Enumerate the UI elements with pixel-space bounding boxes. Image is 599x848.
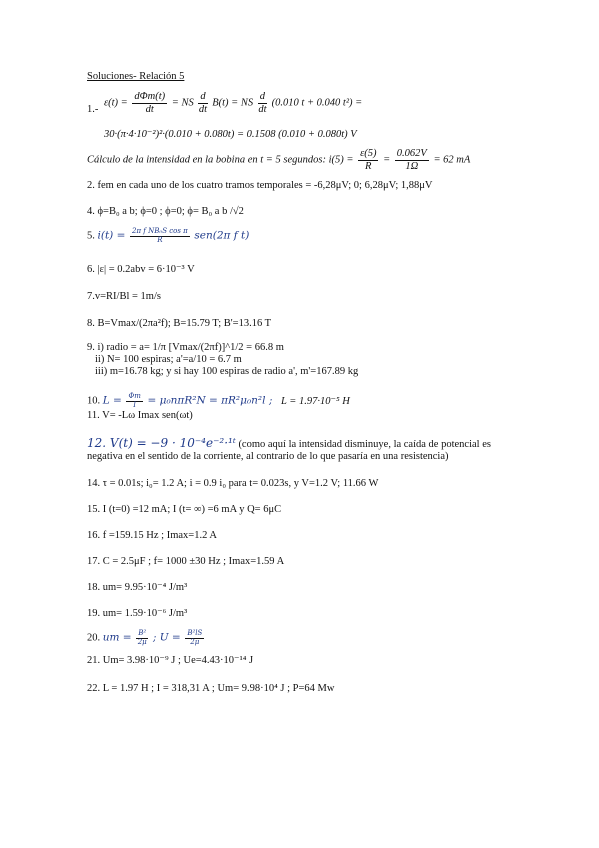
s5-frac <box>130 228 190 244</box>
s10-lhs: L = <box>102 394 122 407</box>
s5-rhs: sen(2π f t) <box>194 229 250 242</box>
s1-frac-a <box>132 91 167 115</box>
s1-eq-a: ε(t) = <box>104 97 128 109</box>
solution-17: 17. C = 2.5μF ; f= 1000 ±30 Hz ; Imax=1.59 A <box>87 556 285 567</box>
s20-frac-2 <box>185 630 204 646</box>
s1-frac-b <box>198 91 207 115</box>
s5-num: 5. <box>87 230 95 242</box>
s1-frac-a-den: dt <box>145 103 154 115</box>
s20-frac-1-den: 2μ <box>137 637 147 646</box>
solution-7: 7.v=RI/Bl = 1m/s <box>87 291 161 302</box>
solution-20 <box>87 630 206 646</box>
s1-frac-b-num: d <box>200 91 206 102</box>
solution-4: 4. ϕ=B₀ a b; ϕ=0 ; ϕ=0; ϕ= B₀ a b /√2 <box>87 206 244 217</box>
s10-frac-num: Φm <box>128 392 141 400</box>
solution-14: 14. τ = 0.01s; i₀= 1.2 A; i = 0.9 i₀ para t= 0.023s, y V=1.2 V; 11.66 W <box>87 478 379 489</box>
s1-line3-i: i(5) = <box>328 154 354 166</box>
s12-equation: 12. V(t) = −9 · 10⁻⁴e⁻²·¹ᵗ <box>87 436 236 450</box>
s1-frac-c-den: dt <box>258 103 267 115</box>
solution-12-line-2: negativa en el sentido de la corriente, al contrario de lo que pasaría en una resistencia) <box>87 451 449 462</box>
solution-11: 11. V= -Lω Imax sen(ωt) <box>87 410 193 421</box>
s1-line3-text: Cálculo de la intensidad en la bobina en t = 5 segundos: <box>87 154 326 166</box>
solution-18: 18. um= 9.95·10⁻⁴ J/m³ <box>87 582 188 593</box>
s10-result: L = 1.97·10⁻⁵ H <box>281 395 350 407</box>
page-title: Soluciones- Relación 5 <box>87 71 185 82</box>
solution-21: 21. Um= 3.98·10⁻⁹ J ; Ue=4.43·10⁻¹⁴ J <box>87 655 254 666</box>
solution-8: 8. B=Vmax/(2πa²f); B=15.79 T; B'=13.16 T <box>87 318 272 329</box>
s20-frac-2-den: 2μ <box>190 637 200 646</box>
solution-1-equation <box>104 91 362 115</box>
solution-9-line-3: iii) m=16.78 kg; y si hay 100 espiras de radio a', m'=167.89 kg <box>95 366 359 377</box>
s1-frac-c <box>258 91 267 115</box>
solution-12-line-1 <box>87 437 491 451</box>
solution-1-label: 1.- <box>87 104 99 115</box>
solution-9-line-1: 9. i) radio = a= 1/π [Vmax/(2πf)]^1/2 = 66.8 m <box>87 342 284 353</box>
s1-line3-f2-den: 1Ω <box>405 160 419 172</box>
solution-9-line-2: ii) N= 100 espiras; a'=a/10 = 6.7 m <box>95 354 242 365</box>
s10-rhs: = μ₀nπR²N = πR²μ₀n²l ; <box>147 394 273 407</box>
solution-5 <box>87 228 249 244</box>
s1-frac-b-den: dt <box>198 103 208 115</box>
s10-num: 10. <box>87 395 101 407</box>
solution-6: 6. |ε| = 0.2abv = 6·10⁻³ V <box>87 264 195 275</box>
s5-lhs: i(t) = <box>97 229 126 242</box>
s20-frac-1-num: B² <box>138 629 147 637</box>
s1-eq-c: B(t) = NS <box>212 97 254 109</box>
s1-line3-frac1 <box>358 148 378 172</box>
solution-19: 19. um= 1.59·10⁻⁶ J/m³ <box>87 608 188 619</box>
s10-frac <box>126 393 142 409</box>
solution-16: 16. f =159.15 Hz ; Imax=1.2 A <box>87 530 217 541</box>
s1-eq-b: = NS <box>171 97 194 109</box>
s1-line3-f2-num: 0.062V <box>396 148 427 159</box>
solution-1-line-3 <box>87 148 470 172</box>
s1-eq-d: (0.010 t + 0.040 t²) = <box>271 97 363 109</box>
solution-1-line-2: 30·(π·4·10⁻²)²·(0.010 + 0.080t) = 0.1508 (0.010 + 0.080t) V <box>104 129 357 140</box>
s1-line3-f1-den: R <box>365 160 372 172</box>
s1-line3-res: = 62 mA <box>433 154 471 166</box>
s1-line3-f1-num: ε(5) <box>360 148 377 159</box>
s20-mid: ; U = <box>152 631 181 644</box>
s5-frac-den: R <box>157 235 163 244</box>
s20-num: 20. <box>87 632 101 644</box>
solution-10 <box>87 393 350 409</box>
solution-15: 15. I (t=0) =12 mA; I (t= ∞) =6 mA y Q= 6μC <box>87 504 282 515</box>
solution-2: 2. fem en cada uno de los cuatro tramos temporales = -6,28μV; 0; 6,28μV; 1,88μV <box>87 180 433 191</box>
s20-lhs: um = <box>102 631 132 644</box>
s10-frac-den: I <box>133 400 137 409</box>
s20-frac-1 <box>136 630 148 646</box>
s1-frac-a-num: dΦm(t) <box>134 91 166 102</box>
s12-text: (como aquí la intensidad disminuye, la caída de potencial es <box>238 439 491 450</box>
s1-line3-frac2 <box>395 148 429 172</box>
s5-frac-num: 2π f NB₀S cos π <box>132 227 188 235</box>
solution-22: 22. L = 1.97 H ; I = 318,31 A ; Um= 9.98·10⁴ J ; P=64 Mw <box>87 683 335 694</box>
s1-line3-eq: = <box>383 154 391 166</box>
s20-frac-2-num: B²lS <box>187 629 203 637</box>
s1-frac-c-num: d <box>259 91 266 102</box>
